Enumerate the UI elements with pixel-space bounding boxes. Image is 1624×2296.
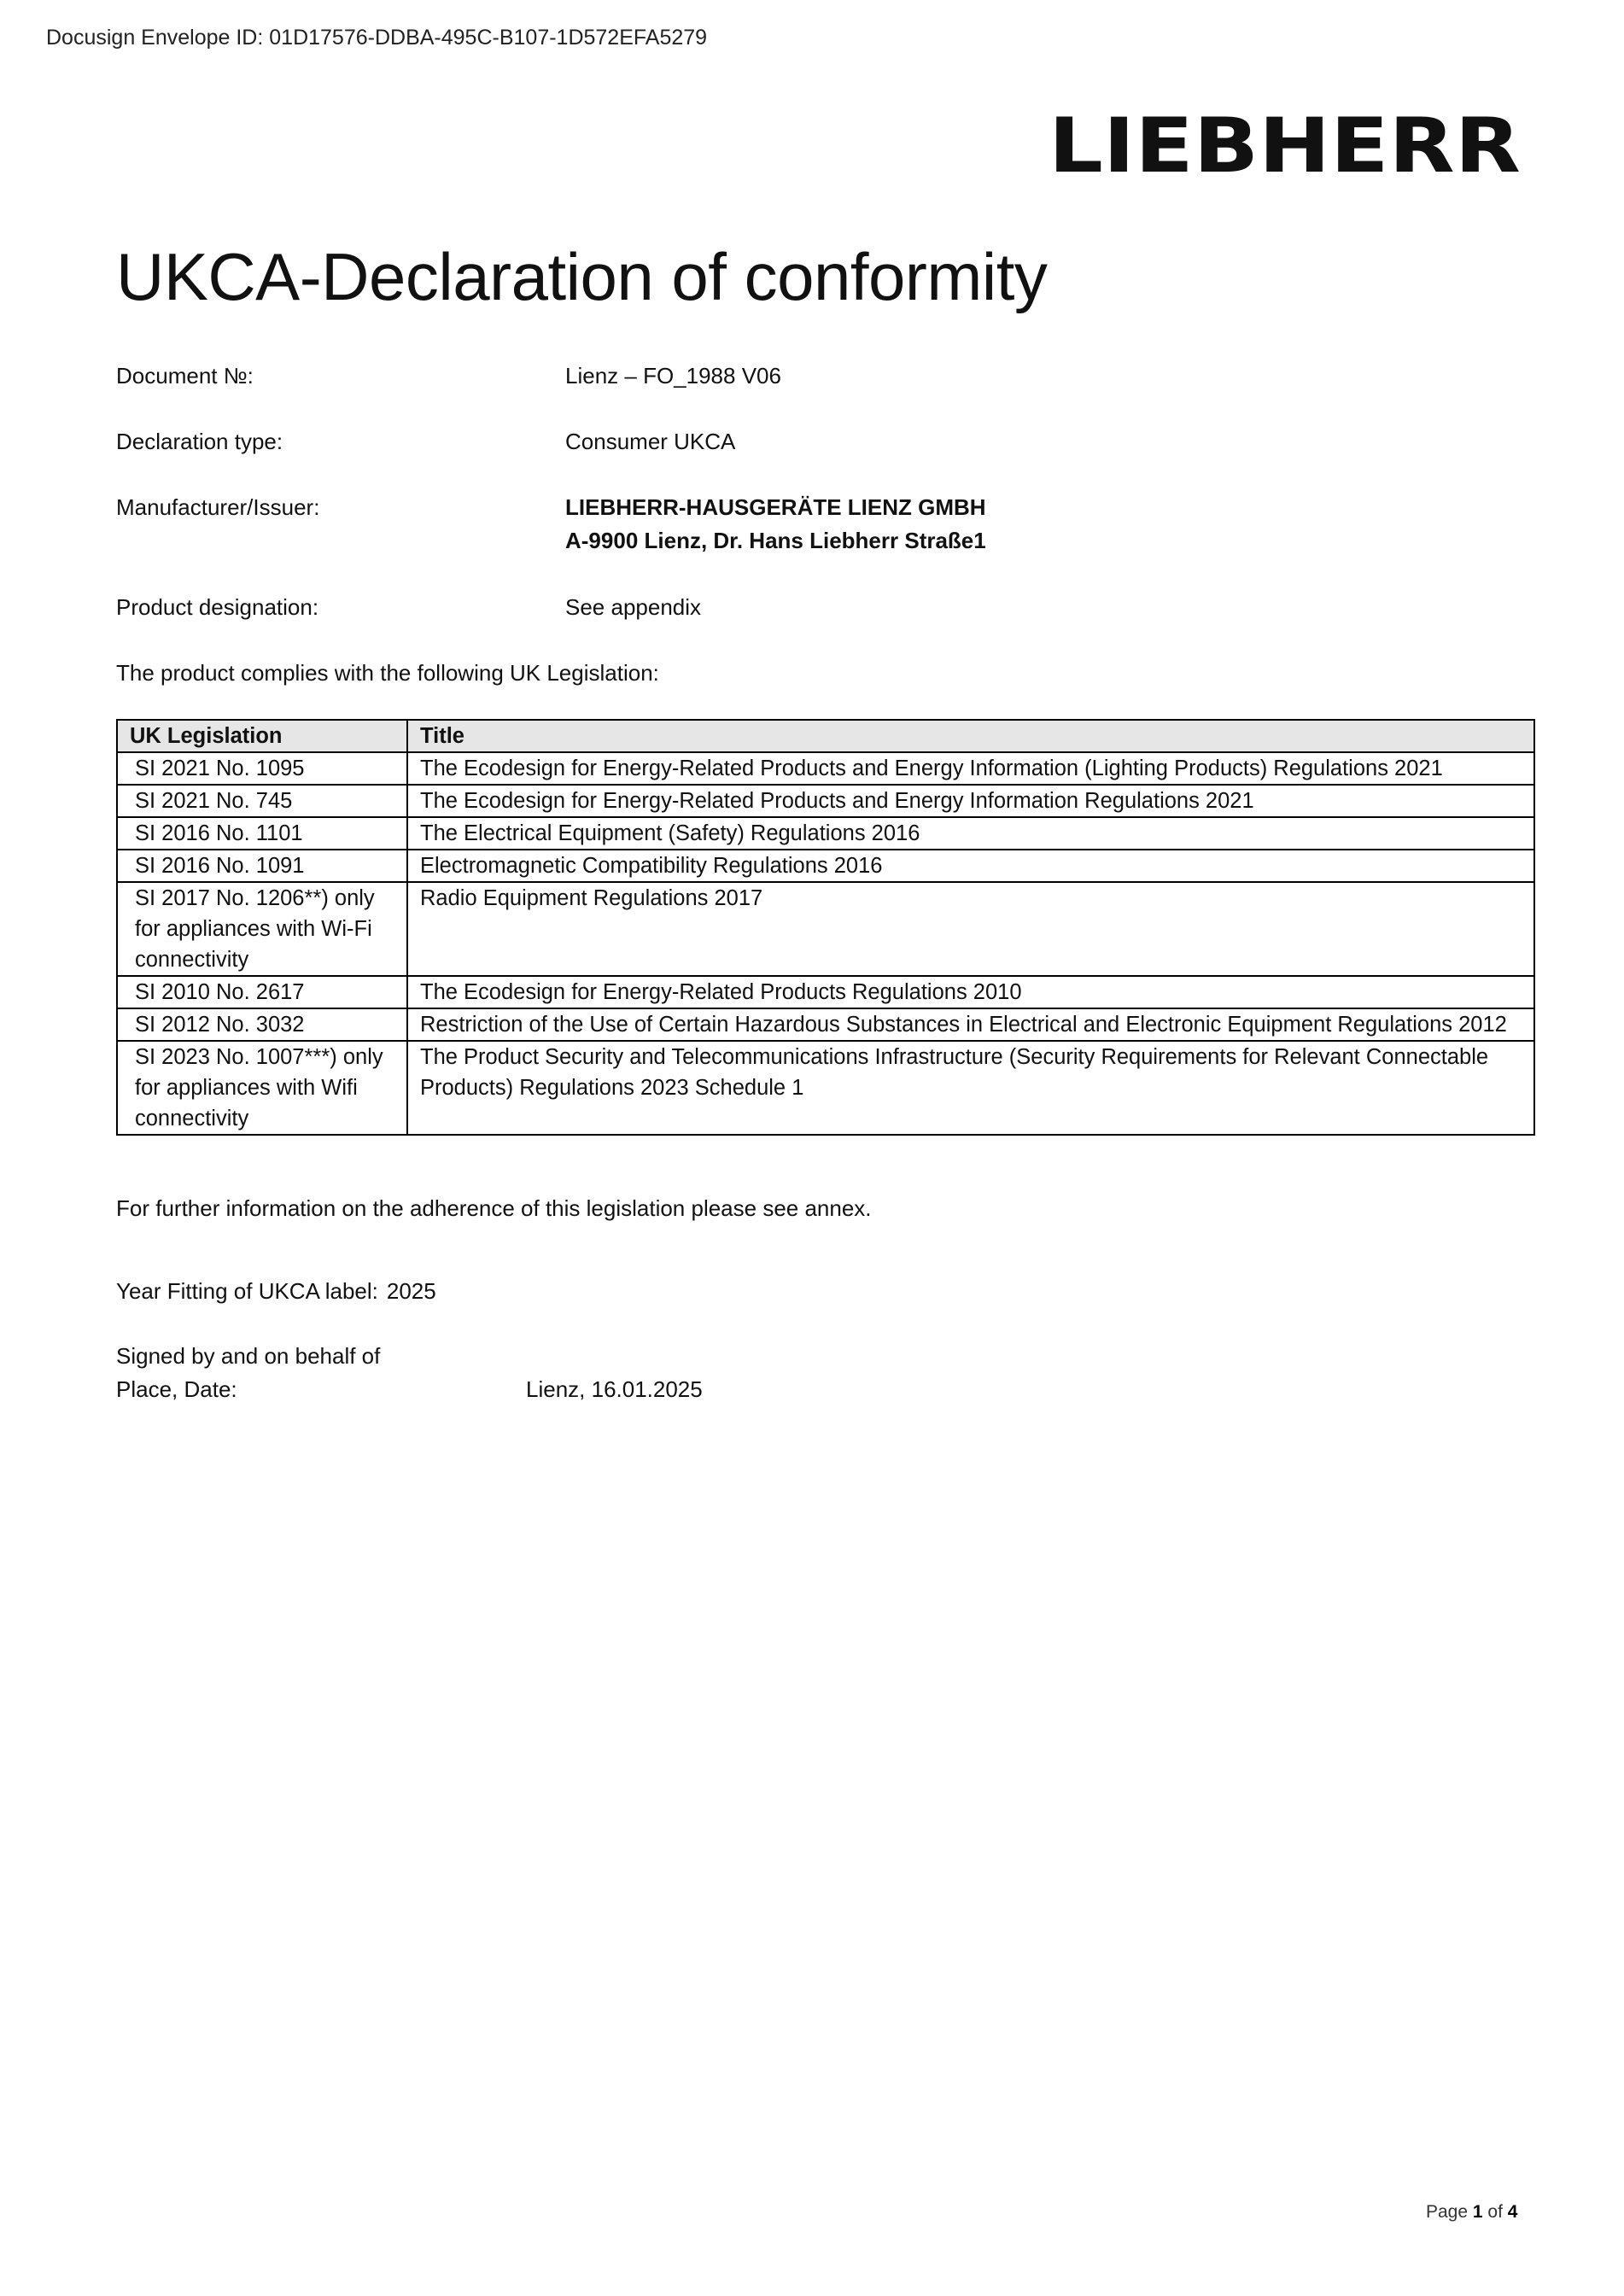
table-row [117, 785, 1534, 817]
legislation-intro: The product complies with the following UK Legislation: [116, 660, 659, 686]
page-number [1426, 2202, 1517, 2223]
table-row [117, 850, 1534, 882]
legislation-cell: SI 2016 No. 1101 [117, 817, 407, 850]
legislation-cell: SI 2010 No. 2617 [117, 976, 407, 1008]
product-designation-label: Product designation: [116, 594, 319, 620]
page-current: 1 [1472, 2202, 1483, 2222]
table-row [117, 752, 1534, 785]
table-row [117, 976, 1534, 1008]
legislation-cell: SI 2017 No. 1206**) only for appliances with Wi-Fi connectivity [117, 882, 407, 976]
table-row [117, 1008, 1534, 1041]
manufacturer-label: Manufacturer/Issuer: [116, 494, 320, 520]
legislation-table [116, 719, 1535, 1136]
table-row [117, 882, 1534, 976]
manufacturer-address: A-9900 Lienz, Dr. Hans Liebherr Straße1 [565, 528, 986, 553]
logo-text: LIEBHERR [1049, 116, 1521, 178]
declaration-type-label: Declaration type: [116, 429, 283, 454]
year-fitting-value: 2025 [386, 1278, 436, 1304]
title-cell: The Ecodesign for Energy-Related Products and Energy Information (Lighting Products) Regulations 2021 [407, 752, 1534, 785]
title-cell: The Electrical Equipment (Safety) Regulations 2016 [407, 817, 1534, 850]
title-cell: The Ecodesign for Energy-Related Products Regulations 2010 [407, 976, 1534, 1008]
header-title: Title [407, 720, 1534, 752]
year-fitting-label: Year Fitting of UKCA label: [116, 1278, 378, 1304]
page-prefix: Page [1426, 2202, 1469, 2222]
document-no-value: Lienz – FO_1988 V06 [565, 363, 781, 389]
title-cell: The Product Security and Telecommunications Infrastructure (Security Requirements for Relevant Connectable Products) Regulations 2023 Schedule 1 [407, 1041, 1534, 1135]
page-total: 4 [1507, 2202, 1518, 2222]
table-row [117, 1041, 1534, 1135]
page-of: of [1487, 2202, 1503, 2222]
envelope-id: Docusign Envelope ID: 01D17576-DDBA-495C-B107-1D572EFA5279 [46, 26, 708, 50]
liebherr-logo [1049, 116, 1521, 178]
legislation-cell: SI 2016 No. 1091 [117, 850, 407, 882]
header-uk-legislation: UK Legislation [117, 720, 407, 752]
signed-by-text: Signed by and on behalf of [116, 1343, 381, 1369]
place-date-value: Lienz, 16.01.2025 [526, 1376, 703, 1402]
manufacturer-name: LIEBHERR-HAUSGERÄTE LIENZ GMBH [565, 494, 986, 520]
table-row [117, 817, 1534, 850]
further-info-text: For further information on the adherence of this legislation please see annex. [116, 1195, 872, 1221]
legislation-cell: SI 2021 No. 745 [117, 785, 407, 817]
title-cell: Radio Equipment Regulations 2017 [407, 882, 1534, 976]
title-cell: The Ecodesign for Energy-Related Products and Energy Information Regulations 2021 [407, 785, 1534, 817]
page-title: UKCA-Declaration of conformity [116, 239, 1048, 314]
legislation-cell: SI 2023 No. 1007***) only for appliances with Wifi connectivity [117, 1041, 407, 1135]
title-cell: Electromagnetic Compatibility Regulations 2016 [407, 850, 1534, 882]
table-header-row [117, 720, 1534, 752]
declaration-type-value: Consumer UKCA [565, 429, 736, 454]
product-designation-value: See appendix [565, 594, 702, 620]
document-no-label: Document №: [116, 363, 254, 389]
legislation-cell: SI 2012 No. 3032 [117, 1008, 407, 1041]
legislation-cell: SI 2021 No. 1095 [117, 752, 407, 785]
title-cell: Restriction of the Use of Certain Hazardous Substances in Electrical and Electronic Equipment Regulations 2012 [407, 1008, 1534, 1041]
year-fitting [116, 1276, 436, 1307]
place-date-label: Place, Date: [116, 1376, 237, 1402]
